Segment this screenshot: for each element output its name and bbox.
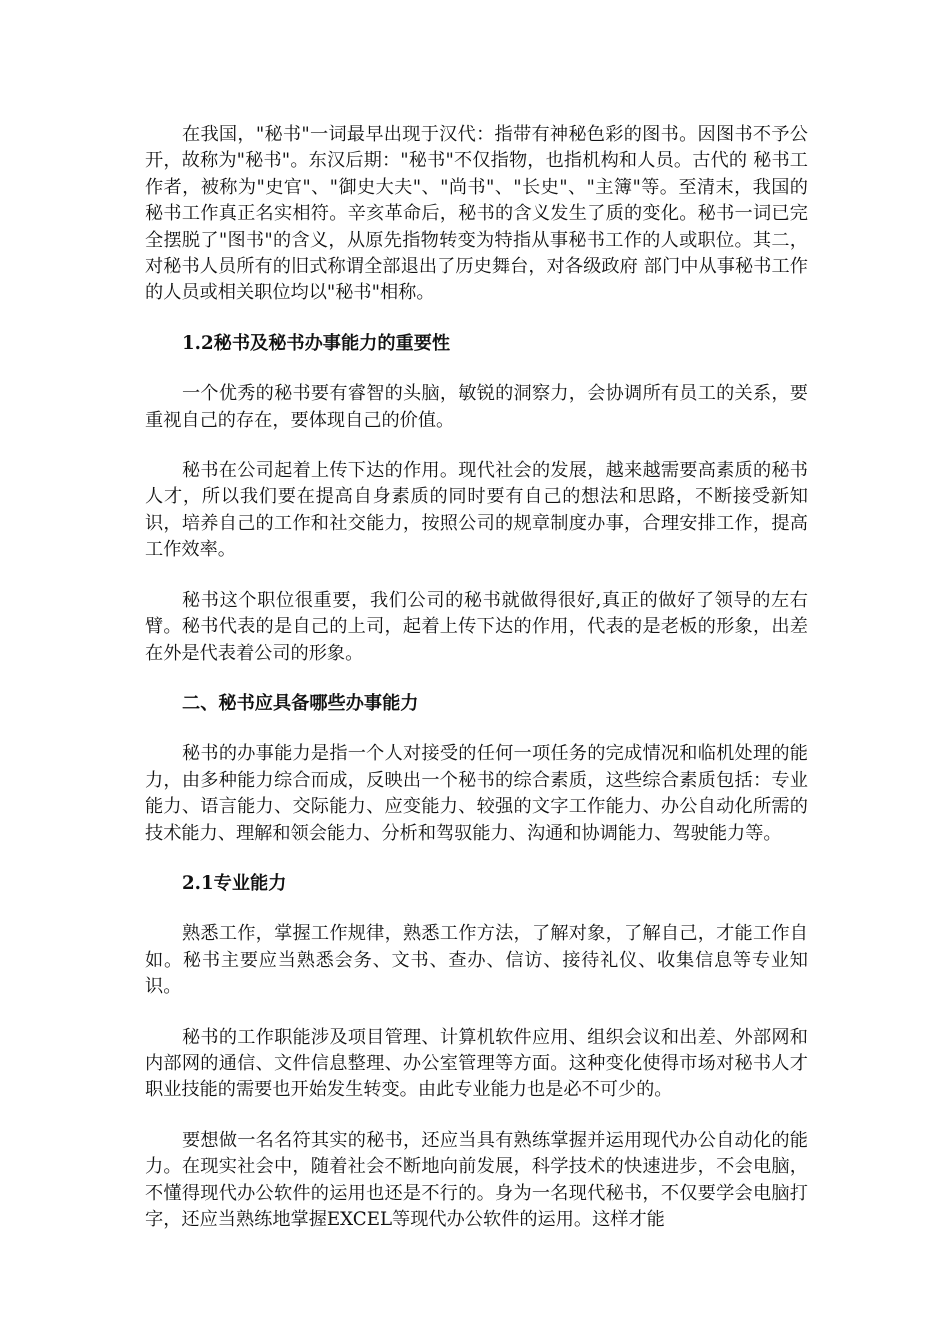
paragraph-work-functions: 秘书的工作职能涉及项目管理、计算机软件应用、组织会议和出差、外部网和内部网的通信、文件信息整理、办公室管理等方面。这种变化使得市场对秘书人才职业技能的需要也开始发生转变。由此专业能力也是必不可少的。 bbox=[145, 1026, 808, 1101]
paragraph-familiar-work: 熟悉工作，掌握工作规律，熟悉工作方法，了解对象，了解自己，才能工作自如。秘书主要应当熟悉会务、文书、查办、信访、接待礼仪、收集信息等专业知识。 bbox=[145, 923, 808, 998]
paragraph-company-role: 秘书在公司起着上传下达的作用。现代社会的发展，越来越需要高素质的秘书人才，所以我们要在提高自身素质的同时要有自己的想法和思路，不断接受新知识，培养自己的工作和社交能力，按照公司的规章制度办事，合理安排工作，提高工作效率。 bbox=[145, 460, 808, 561]
paragraph-excellent-secretary: 一个优秀的秘书要有睿智的头脑，敏锐的洞察力，会协调所有员工的关系，要重视自己的存在，要体现自己的价值。 bbox=[145, 383, 808, 431]
paragraph-position-importance: 秘书这个职位很重要，我们公司的秘书就做得很好,真正的做好了领导的左右臂。秘书代表的是自己的上司，起着上传下达的作用，代表的是老板的形象，出差在外是代表着公司的形象。 bbox=[145, 589, 808, 664]
paragraph-office-automation: 要想做一名名符其实的秘书，还应当具有熟练掌握并运用现代办公自动化的能力。在现实社会中，随着社会不断地向前发展，科学技术的快速进步，不会电脑， 不懂得现代办公软件的运用也还是不行的。身为一名现代秘书，不仅要学会电脑打字，还应当熟练地掌握EXCEL等现代办公软件的运用。这样才能 bbox=[145, 1129, 808, 1230]
heading-abilities: 二、秘书应具备哪些办事能力 bbox=[182, 692, 419, 714]
paragraph-abilities-definition: 秘书的办事能力是指一个人对接受的任何一项任务的完成情况和临机处理的能力，由多种能力综合而成，反映出一个秘书的综合素质，这些综合素质包括：专业 能力、语言能力、交际能力、应变能力、较强的文字工作能力、办公自动化所需的技术能力、理解和领会能力、分析和驾驭能力、沟通和协调能力、驾驶能力等。 bbox=[145, 743, 808, 844]
heading-professional-ability: 2.1专业能力 bbox=[182, 872, 287, 894]
heading-importance: 1.2秘书及秘书办事能力的重要性 bbox=[182, 332, 451, 354]
paragraph-history-of-secretary: 在我国，"秘书"一词最早出现于汉代：指带有神秘色彩的图书。因图书不予公开，故称为"秘书"。东汉后期："秘书"不仅指物，也指机构和人员。古代的 秘书工作者，被称为"史官"、"御史大夫"、"尚书"、"长史"、"主簿"等。至清末，我国的秘书工作真正名实相符。辛亥革命后，秘书的含义发生了质的变化。秘书一词已完全摆脱了"图书"的含义，从原先指物转变为特指从事秘书工作的人或职位。其二，对秘书人员所有的旧式称谓全部退出了历史舞台，对各级政府 部门中从事秘书工作的人员或相关职位均以"秘书"相称。 bbox=[145, 124, 808, 304]
document-page bbox=[145, 122, 808, 1257]
